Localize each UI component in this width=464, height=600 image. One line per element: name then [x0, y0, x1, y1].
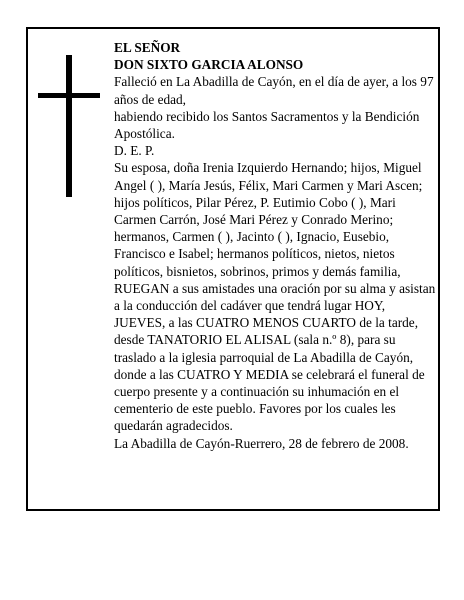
family-list: Su esposa, doña Irenia Izquierdo Hernando; hijos, Miguel Angel ( ), María Jesús, Félix, Mari Carmen y Mari Ascen; hijos políticos, Pilar Pérez, P. Eutimio Cobo ( ), Mari Carmen Carrón, José Mari Pérez y Conrado Merino; hermanos, Carmen ( ), Jacinto ( ), Ignacio, Eusebio, Francisco e Isabel; hermanos políticos, nietos, nietos políticos, bisnietos, sobrinos, primos y demás familia, [114, 160, 423, 279]
notice-title: EL SEÑOR [114, 40, 181, 55]
deceased-name: DON SIXTO GARCIA ALONSO [114, 57, 304, 73]
cross-icon [38, 55, 100, 197]
sacraments-statement: habiendo recibido los Santos Sacramentos y la Bendición Apostólica. [114, 108, 420, 142]
dep-line: D. E. P. [114, 143, 155, 159]
place-date: La Abadilla de Cayón-Ruerrero, 28 de febrero de 2008. [114, 435, 409, 451]
cross-horizontal-bar [38, 93, 100, 98]
obituary-notice [26, 27, 440, 511]
obituary-text [114, 39, 436, 452]
funeral-request: RUEGAN a sus amistades una oración por su alma y asistan a la conducción del cadáver que tendrá lugar HOY, JUEVES, a las CUATRO MENOS CUARTO de la tarde, desde TANATORIO EL ALISAL (sala n.º 8), para su traslado a la iglesia parroquial de La Abadilla de Cayón, donde a las CUATRO Y MEDIA se celebrará el funeral de cuerpo presente y a continuación su inhumación en el cementerio de este pueblo. Favores por los cuales les quedarán agradecidos. [114, 280, 436, 434]
death-statement: Falleció en La Abadilla de Cayón, en el día de ayer, a los 97 años de edad, [114, 74, 434, 107]
cross-vertical-bar [66, 55, 72, 197]
